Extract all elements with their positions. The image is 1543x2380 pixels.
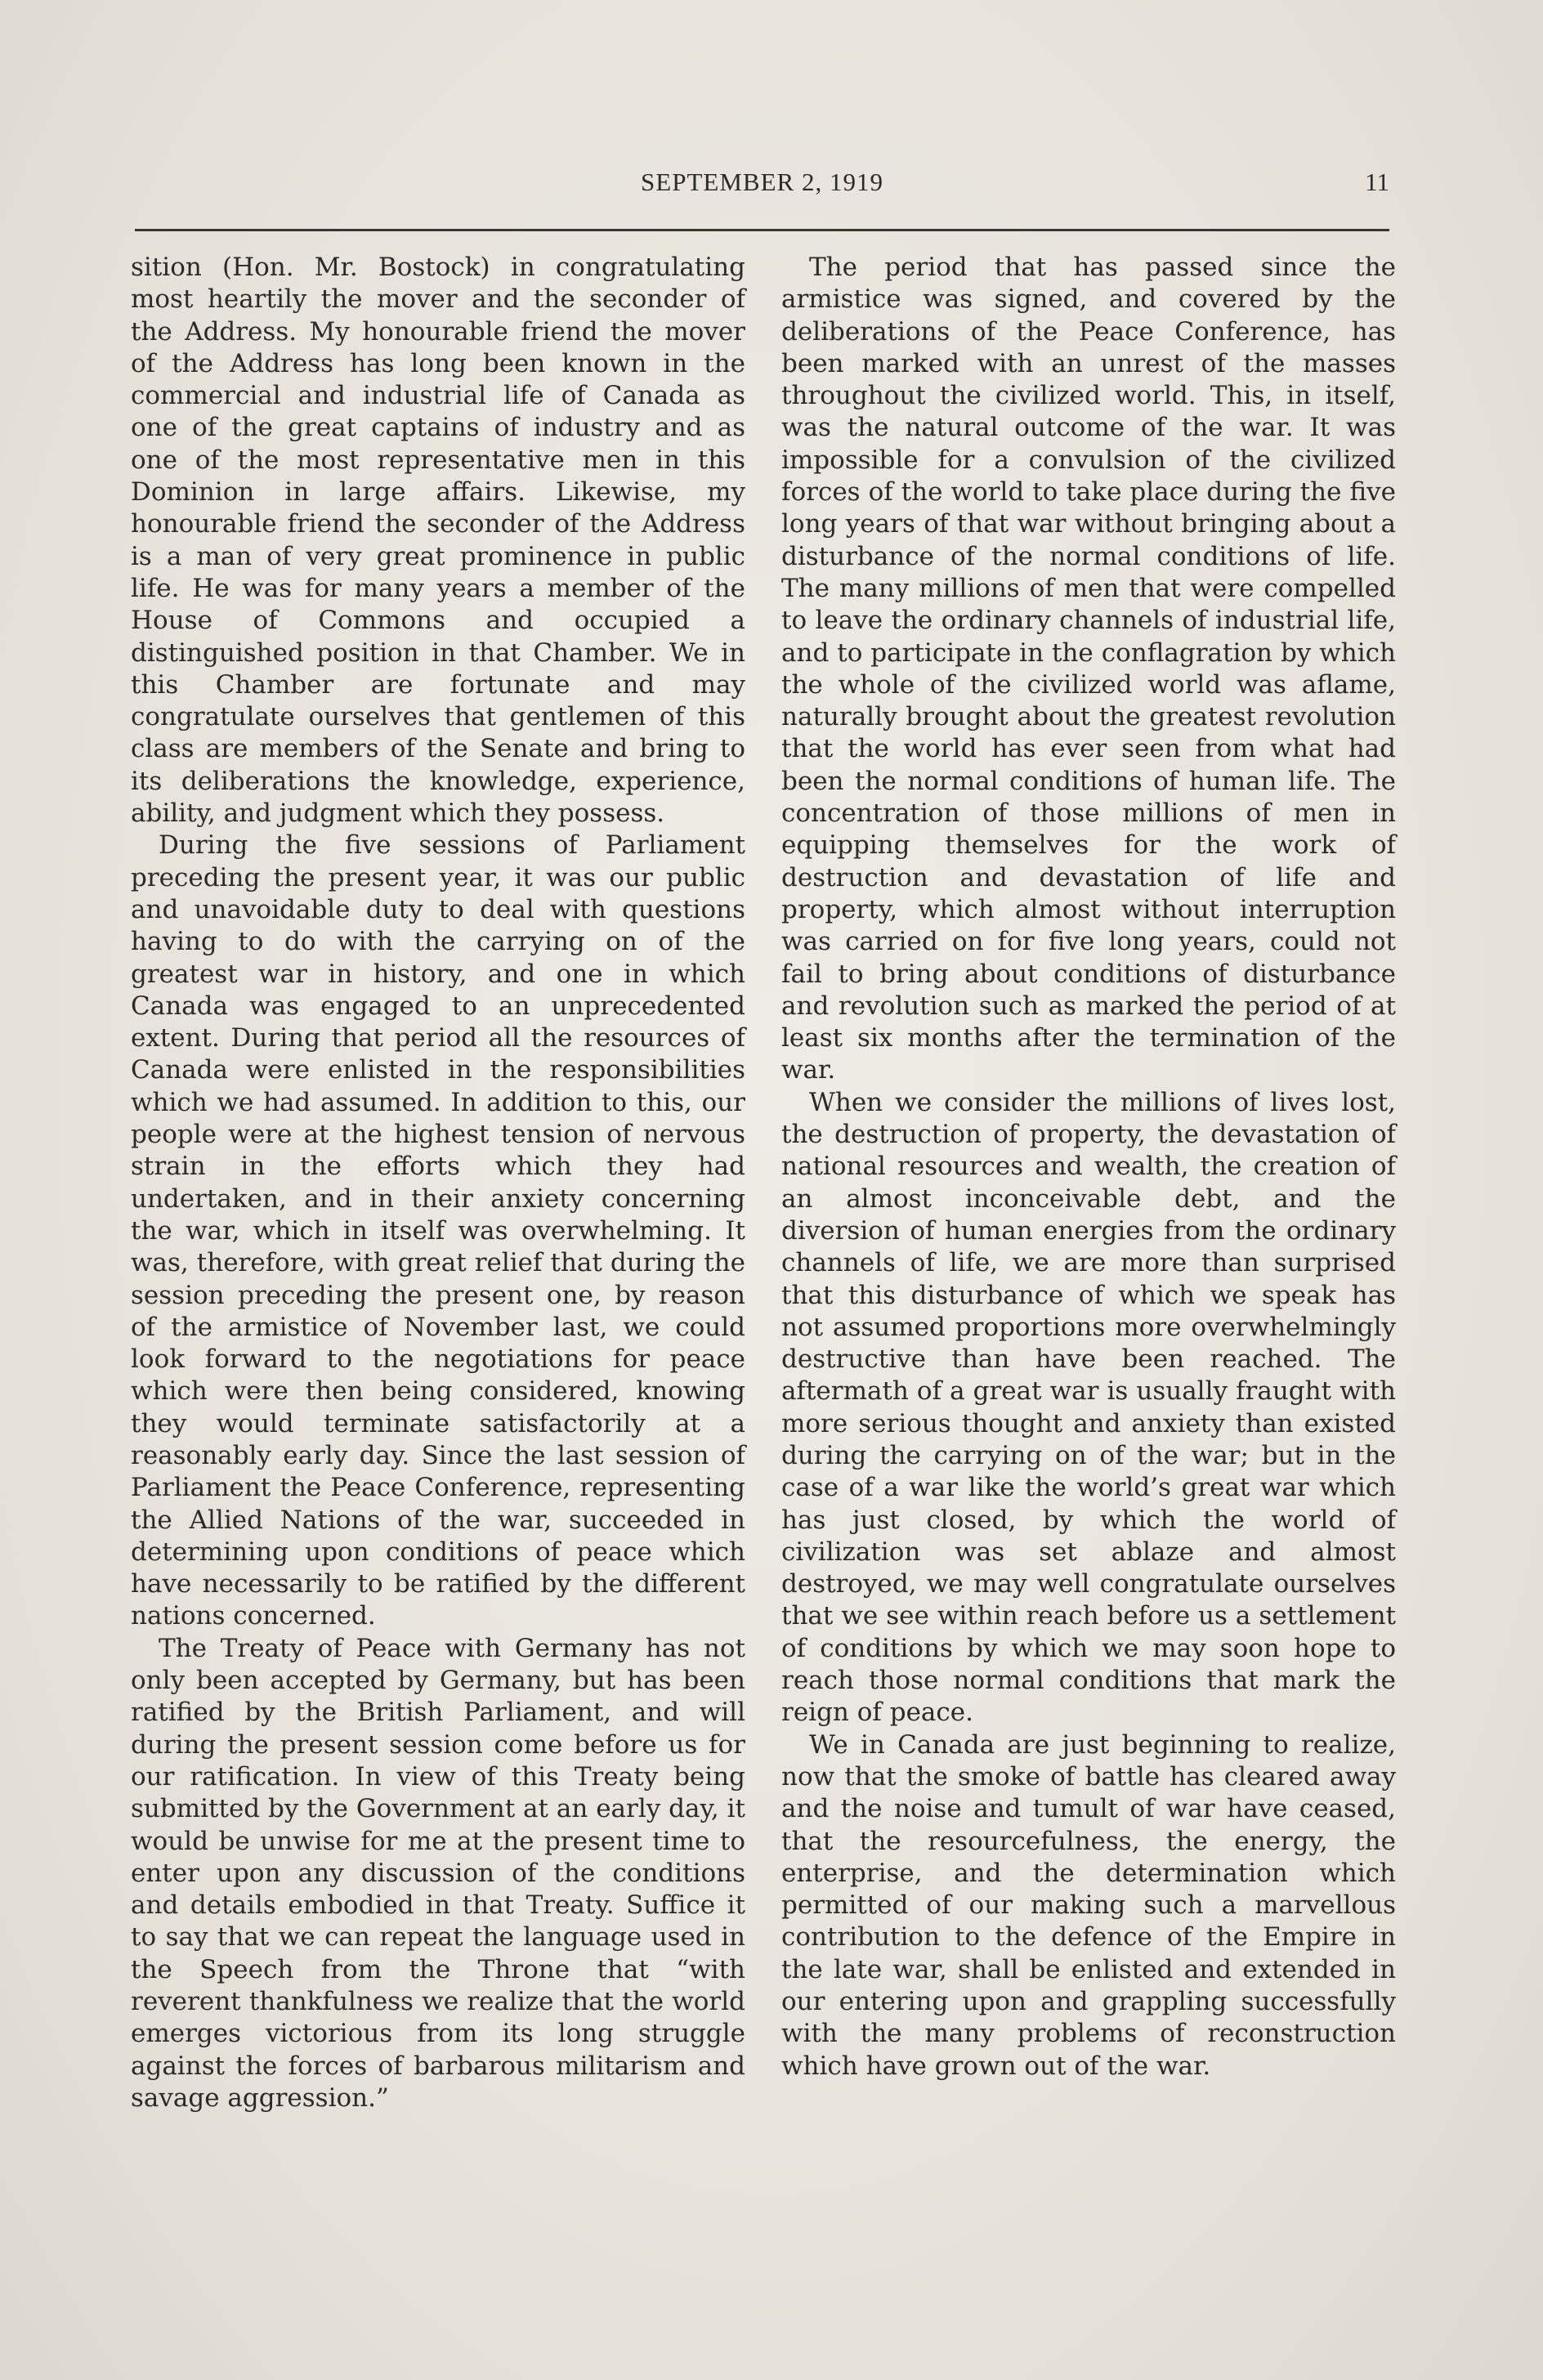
paragraph: The period that has passed since the armistice was signed, and covered by the deliberations of the Peace Conference, has been marked with an unrest of the masses throughout the civilized world. This, in itself, was the natural outcome of the war. It was impossible for a convulsion of the civilized forces of the world to take place during the five long years of that war without bringing about a disturbance of the normal conditions of life. The many millions of men that were compelled to leave the ordinary channels of industrial life, and to participate in the conflagration by which the whole of the civilized world was aflame, naturally brought about the greatest revolution that the world has ever seen from what had been the normal conditions of human life. The concentration of those millions of men in equipping themselves for the work of destruction and devastation of life and property, which almost without interruption was carried on for five long years, could not fail to bring about conditions of disturbance and revolution such as marked the period of at least six months after the termination of the war. <box>781 253 1396 1085</box>
paragraph: We in Canada are just beginning to realize, now that the smoke of battle has cleared away and the noise and tumult of war have ceased, that the resourcefulness, the energy, the enterprise, and the determination which permitted of our making such a marvellous contribution to the defence of the Empire in the late war, shall be enlisted and extended in our entering upon and grappling successfully with the many problems of reconstruction which have grown out of the war. <box>781 1729 1396 2081</box>
paragraph: During the five sessions of Parliament preceding the present year, it was our public and unavoidable duty to deal with questions having to do with the carrying on of the greatest war in history, and one in which Canada was engaged to an unprecedented extent. During that period all the resources of Canada were enlisted in the responsibilities which we had assumed. In addition to this, our people were at the highest tension of nervous strain in the efforts which they had undertaken, and in their anxiety concerning the war, which in itself was overwhelming. It was, therefore, with great relief that during the session preceding the present one, by reason of the armistice of November last, we could look forward to the negotiations for peace which were then being considered, knowing they would terminate satisfactorily at a reasonably early day. Since the last session of Parliament the Peace Conference, representing the Allied Nations of the war, succeeded in determining upon conditions of peace which have necessarily to be ratified by the different nations concerned. <box>131 830 745 1631</box>
paragraph: When we consider the millions of lives lost, the destruction of property, the devastation of national resources and wealth, the creation of an almost inconceivable debt, and the diversion of human energies from the ordinary channels of life, we are more than surprised that this disturbance of which we speak has not assumed proportions more overwhelmingly destructive than have been reached. The aftermath of a great war is usually fraught with more serious thought and anxiety than existed during the carrying on of the war; but in the case of a war like the world’s great war which has just closed, by which the world of civilization was set ablaze and almost destroyed, we may well congratulate ourselves that we see within reach before us a settlement of conditions by which we may soon hope to reach those normal conditions that mark the reign of peace. <box>781 1087 1396 1728</box>
page-number: 11 <box>1365 168 1389 196</box>
right-column <box>781 252 1396 2082</box>
page-date: SEPTEMBER 2, 1919 <box>641 168 883 196</box>
paragraph: The Treaty of Peace with Germany has not only been accepted by Germany, but has been ratified by the British Parliament, and will during the present session come before us for our ratification. In view of this Treaty being submitted by the Government at an early day, it would be unwise for me at the present time to enter upon any discussion of the conditions and details embodied in that Treaty. Suffice it to say that we can repeat the language used in the Speech from the Throne that “with reverent thankfulness we realize that the world emerges victorious from its long struggle against the forces of barbarous militarism and savage aggression.” <box>131 1633 745 2113</box>
header-rule <box>135 229 1389 231</box>
paragraph: sition (Hon. Mr. Bostock) in congratulating most heartily the mover and the seconder of the Address. My honourable friend the mover of the Address has long been known in the commercial and industrial life of Canada as one of the great captains of industry and as one of the most representative men in this Dominion in large affairs. Likewise, my honourable friend the seconder of the Address is a man of very great prominence in public life. He was for many years a member of the House of Commons and occupied a distinguished position in that Chamber. We in this Chamber are fortunate and may congratulate ourselves that gentlemen of this class are members of the Senate and bring to its deliberations the knowledge, experience, ability, and judgment which they possess. <box>131 253 745 829</box>
page-header <box>135 168 1389 208</box>
left-column <box>131 252 745 2114</box>
